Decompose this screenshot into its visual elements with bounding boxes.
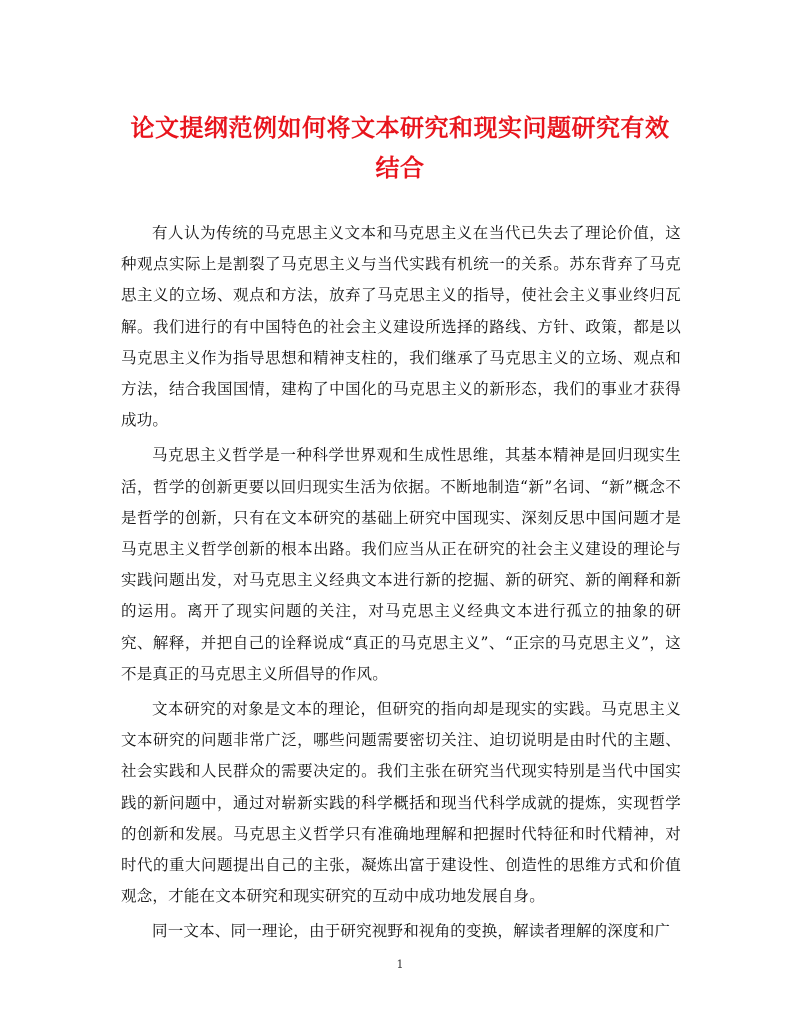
document-title: 论文提纲范例如何将文本研究和现实问题研究有效结合: [130, 113, 670, 182]
document-body: [121, 218, 681, 952]
paragraph-1: 有人认为传统的马克思主义文本和马克思主义在当代已失去了理论价值，这种观点实际上是割裂了马克思主义与当代实践有机统一的关系。苏东背弃了马克思主义的立场、观点和方法，放弃了马克思主义的指导，使社会主义事业终归瓦解。我们进行的有中国特色的社会主义建设所选择的路线、方针、政策，都是以马克思主义作为指导思想和精神支柱的，我们继承了马克思主义的立场、观点和方法，结合我国国情，建构了中国化的马克思主义的新形态，我们的事业才获得成功。: [121, 224, 681, 430]
page-number: 1: [396, 958, 404, 971]
paragraph-4: 同一文本、同一理论，由于研究视野和视角的变换，解读者理解的深度和广: [152, 922, 671, 941]
paragraph-2: 马克思主义哲学是一种科学世界观和生成性思维，其基本精神是回归现实生活，哲学的创新更要以回归现实生活为依据。不断地制造“新”名词、“新”概念不是哲学的创新，只有在文本研究的基础上研究中国现实、深刻反思中国问题才是马克思主义哲学创新的根本出路。我们应当从正在研究的社会主义建设的理论与实践问题出发，对马克思主义经典文本进行新的挖掘、新的研究、新的阐释和新的运用。离开了现实问题的关注，对马克思主义经典文本进行孤立的抽象的研究、解释，并把自己的诠释说成“真正的马克思主义”、“正宗的马克思主义”，这不是真正的马克思主义所倡导的作风。: [121, 446, 681, 683]
paragraph-3: 文本研究的对象是文本的理论，但研究的指向却是现实的实践。马克思主义文本研究的问题非常广泛，哪些问题需要密切关注、迫切说明是由时代的主题、社会实践和人民群众的需要决定的。我们主张在研究当代现实特别是当代中国实践的新问题中，通过对崭新实践的科学概括和现当代科学成就的提炼，实现哲学的创新和发展。马克思主义哲学只有准确地理解和把握时代特征和时代精神，对时代的重大问题提出自己的主张，凝炼出富于建设性、创造性的思维方式和价值观念，才能在文本研究和现实研究的互动中成功地发展自身。: [121, 700, 681, 906]
